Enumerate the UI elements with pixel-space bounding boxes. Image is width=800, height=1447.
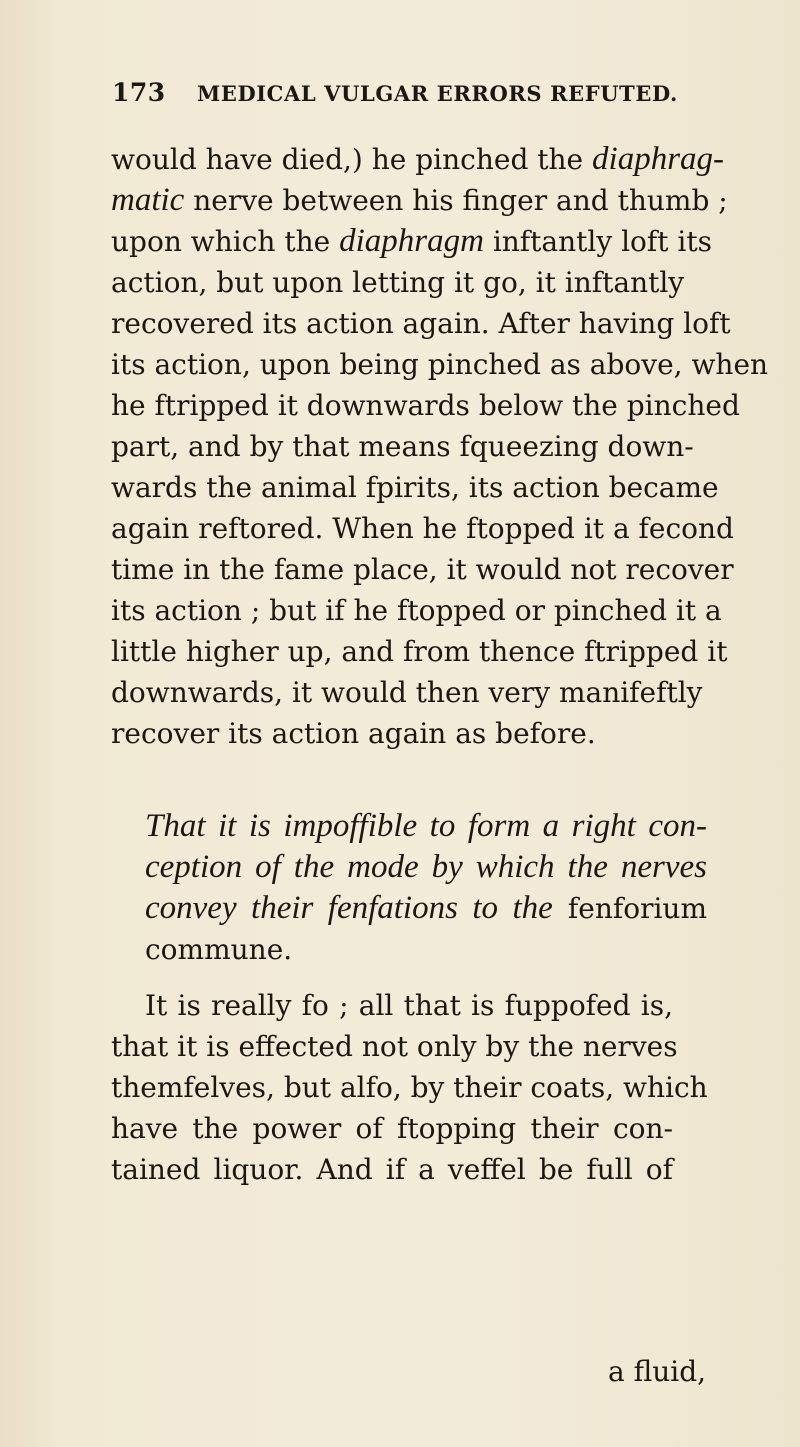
text-line: tained liquor. And if a veffel be full of [111,1153,673,1186]
section-heading-line: That it is impoffible to form a right con- [145,808,707,844]
section-heading-line: ception of the mode by which the nerves [145,849,707,885]
section-heading-line: commune. [145,933,293,966]
text-line: It is really fo ; all that is fuppofed is, [145,989,673,1022]
text-line: again reftored. When he ftopped it a fecond [111,512,734,545]
text-line: recovered its action again. After having loft [111,307,731,340]
text-line: that it is effected not only by the nerves [111,1030,678,1063]
text-line: would have died,) he pinched the diaphrag- [111,141,725,177]
text-line: he ftripped it downwards below the pinched [111,389,740,422]
text-line: part, and by that means fqueezing down- [111,430,694,463]
text-line: have the power of ftopping their con- [111,1112,673,1145]
page-header [112,78,712,118]
text-line: downwards, it would then very manifeftly [111,676,703,709]
running-head: MEDICAL VULGAR ERRORS REFUTED. [197,81,678,106]
text-line: action, but upon letting it go, it inftantly [111,266,685,299]
text-line: wards the animal fpirits, its action became [111,471,719,504]
catchword: a fluid, [608,1355,707,1388]
text-line: its action, upon being pinched as above, when [111,348,769,381]
page-number: 173 [112,78,166,107]
text-line: upon which the diaphragm inftantly loft its [111,223,712,259]
text-line: little higher up, and from thence ftripped it [111,635,728,668]
text-line: time in the fame place, it would not recover [111,553,734,586]
text-line: matic nerve between his finger and thumb ; [111,182,728,218]
section-heading-line: convey their fenfations to the fenforium [145,890,708,926]
text-line: its action ; but if he ftopped or pinched it a [111,594,722,627]
text-line: themfelves, but alfo, by their coats, which [111,1071,708,1104]
text-line: recover its action again as before. [111,717,596,750]
